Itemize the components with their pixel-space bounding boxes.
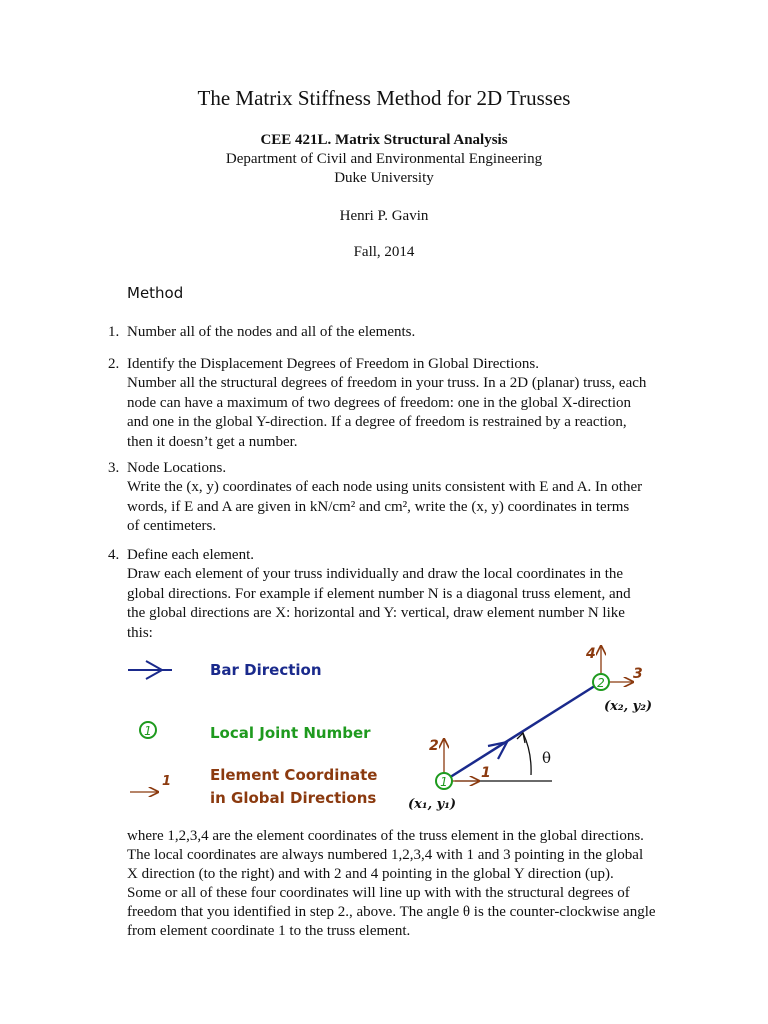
list-item-line: Draw each element of your truss individually and draw the local coordinates in the xyxy=(127,566,624,583)
legend-element-coordinate-label: Element Coordinate xyxy=(210,766,378,784)
truss-bar xyxy=(444,682,601,781)
angle-label: θ xyxy=(542,749,552,767)
element-coordinate-arrow-icon xyxy=(130,774,171,792)
legend-local-joint-label: Local Joint Number xyxy=(210,724,371,742)
legend-bar-direction-label: Bar Direction xyxy=(210,661,322,679)
node-2-coordinate-label: (x₂, y₂) xyxy=(604,699,653,714)
coord-1-label: 1 xyxy=(481,765,491,781)
joint-2-label: 2 xyxy=(597,676,605,690)
bar-direction-arrow-icon xyxy=(128,661,172,679)
paragraph-line: freedom that you identified in step 2., above. The angle θ is the counter-clockwise angle xyxy=(127,904,656,920)
list-item-number: 4. xyxy=(108,547,120,563)
paragraph-line: X direction (to the right) and with 2 and 4 pointing in the global Y direction (up). xyxy=(127,866,614,882)
paragraph-line: where 1,2,3,4 are the element coordinates of the truss element in the global directions. xyxy=(127,828,644,844)
list-item-number: 3. xyxy=(108,460,120,476)
author-name: Henri P. Gavin xyxy=(339,208,429,224)
joint-1-label: 1 xyxy=(440,775,448,789)
list-item-line: of centimeters. xyxy=(127,518,217,535)
date-text: Fall, 2014 xyxy=(353,244,415,260)
legend-joint-number: 1 xyxy=(144,724,152,738)
list-item-number: 2. xyxy=(108,356,120,372)
paragraph-line: from element coordinate 1 to the truss element. xyxy=(127,923,411,939)
list-item-line: words, if E and A are given in kN/cm² and cm², write the (x, y) coordinates in terms xyxy=(127,498,630,515)
list-item-line: Number all the structural degrees of freedom in your truss. In a 2D (planar) truss, each xyxy=(127,375,647,392)
paragraph-line: The local coordinates are always numbered 1,2,3,4 with 1 and 3 pointing in the global xyxy=(127,847,644,863)
page-title: The Matrix Stiffness Method for 2D Trusses xyxy=(197,86,571,110)
list-item-line: the global directions are X: horizontal and Y: vertical, draw element number N like xyxy=(127,605,625,622)
section-heading: Method xyxy=(127,284,184,302)
angle-indicator xyxy=(455,733,552,781)
closing-paragraph xyxy=(127,827,682,941)
list-item-line: this: xyxy=(127,624,153,641)
university-name: Duke University xyxy=(334,170,434,186)
paragraph-line: Some or all of these four coordinates will line up with with the structural degrees of xyxy=(127,885,630,901)
list-item-line: global directions. For example if element number N is a diagonal truss element, and xyxy=(127,585,631,602)
legend-global-directions-label: in Global Directions xyxy=(210,789,377,807)
joint-2-coordinates xyxy=(585,646,652,714)
list-item-line: node can have a maximum of two degrees of freedom: one in the global X-direction xyxy=(127,394,631,411)
list-item-line: then it doesn’t get a number. xyxy=(127,433,298,450)
list-item-line: Identify the Displacement Degrees of Freedom in Global Directions. xyxy=(127,356,539,372)
list-item-line: Define each element. xyxy=(127,547,255,563)
joint-1-coordinates xyxy=(408,738,491,812)
node-1-coordinate-label: (x₁, y₁) xyxy=(408,797,457,812)
coord-3-label: 3 xyxy=(633,666,643,682)
coord-4-label: 4 xyxy=(586,646,596,662)
list-item-line: and one in the global Y-direction. If a degree of freedom is restrained by a reaction, xyxy=(127,414,627,431)
list-item-line: Node Locations. xyxy=(127,460,227,476)
course-name: CEE 421L. Matrix Structural Analysis xyxy=(260,132,508,148)
department-name: Department of Civil and Environmental Engineering xyxy=(225,151,543,167)
local-joint-icon xyxy=(140,722,156,738)
list-item-line: Write the (x, y) coordinates of each node using units consistent with E and A. In other xyxy=(127,479,643,496)
list-item-line: Number all of the nodes and all of the elements. xyxy=(127,324,416,340)
coord-2-label: 2 xyxy=(429,738,439,754)
legend-coord-number: 1 xyxy=(162,774,172,789)
list-item-number: 1. xyxy=(108,324,120,340)
